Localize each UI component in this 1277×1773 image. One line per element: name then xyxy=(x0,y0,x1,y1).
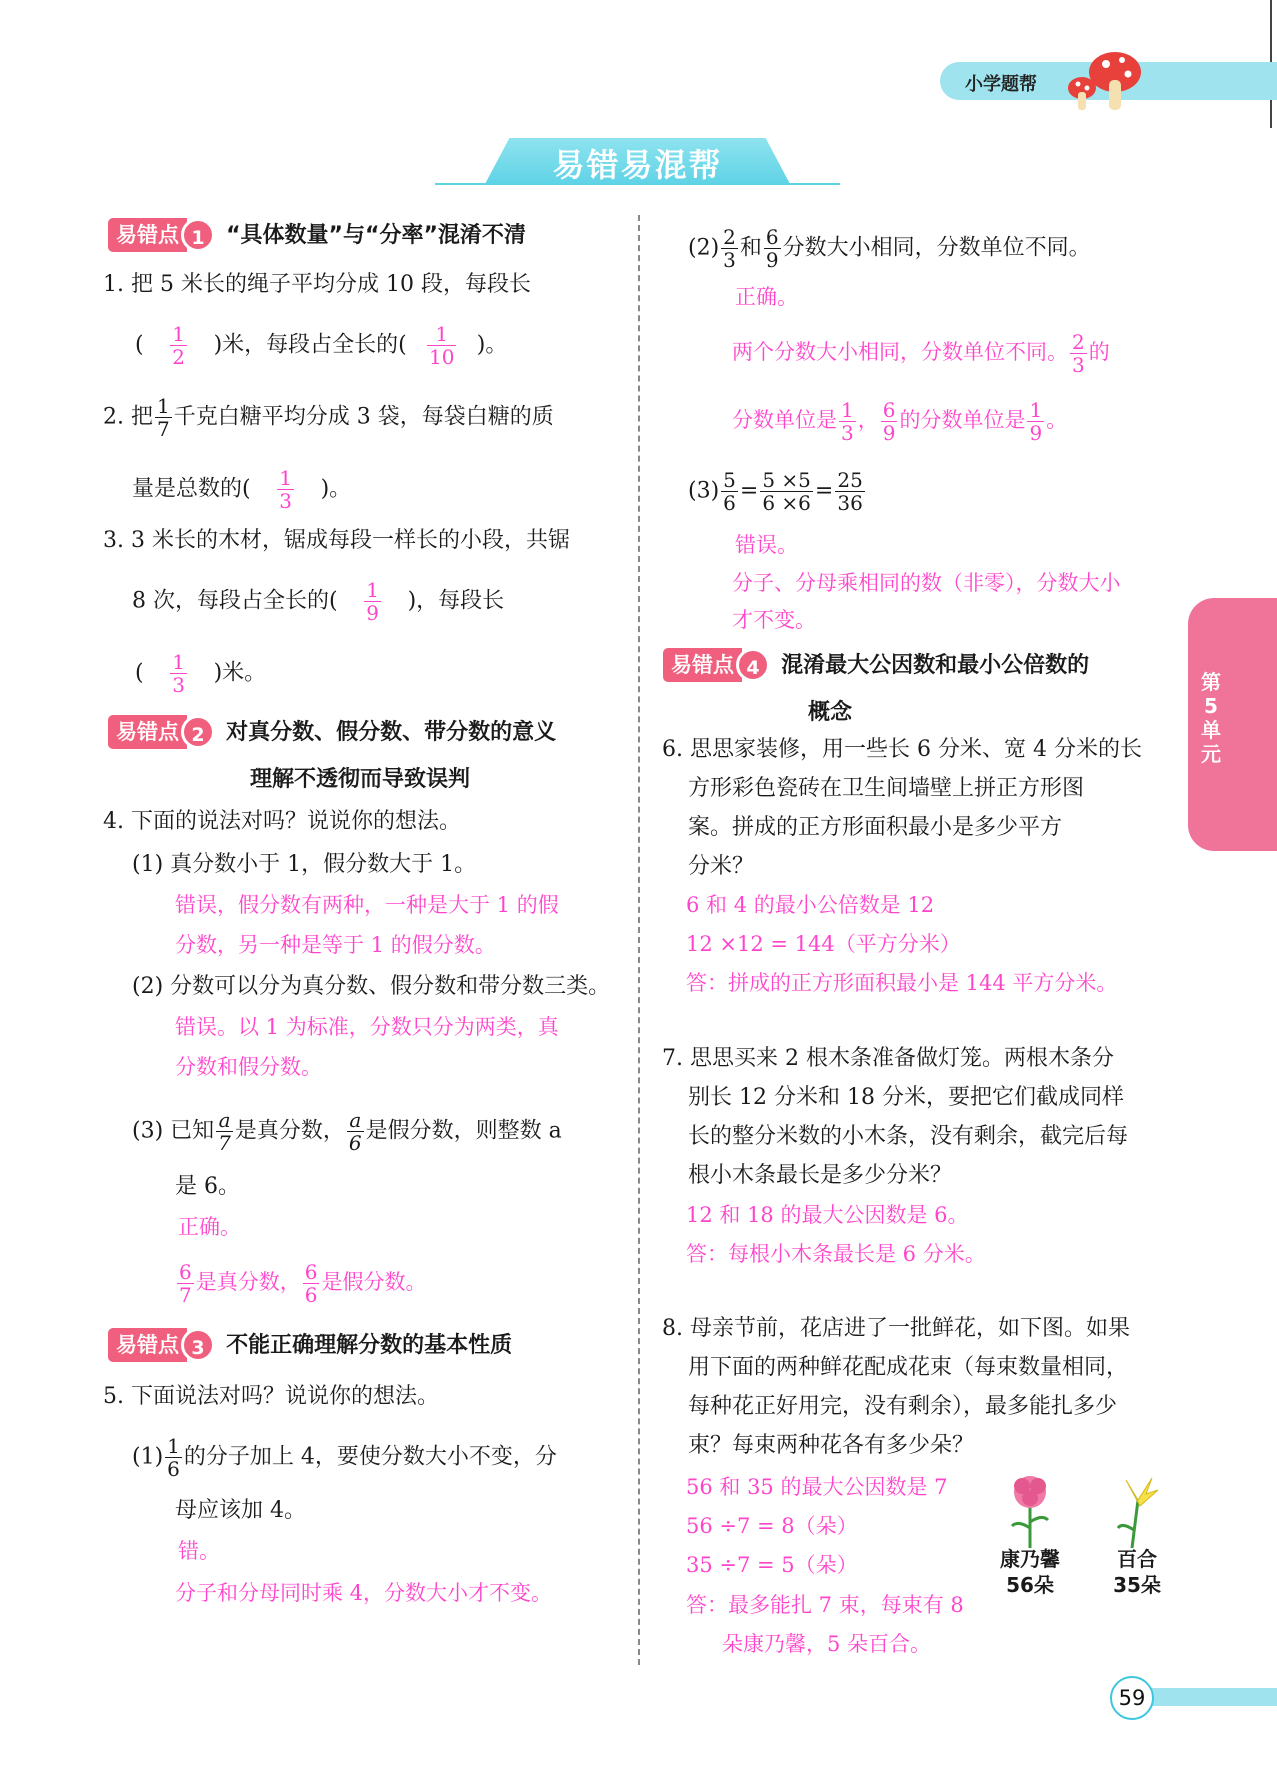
question-4-part1: (1) 真分数小于 1，假分数大于 1。 xyxy=(132,852,477,877)
question-4-part3-line2: 是 6。 xyxy=(175,1174,240,1199)
question-1-line2: ( $\frac{1}{2}$ )米，每段占全长的( $\frac{1}{10}$ )。 xyxy=(135,322,508,369)
page-number-bar xyxy=(1150,1688,1277,1706)
question-6-line3: 案。拼成的正方形面积最小是多少平方 xyxy=(688,815,1063,840)
answer-6-line2: 12 ×12 = 144（平方分米） xyxy=(686,932,961,956)
question-3: 3. 3 米长的木材，锯成每段一样长的小段，共锯 xyxy=(103,528,570,553)
question-7-line2: 别长 12 分米和 18 分米，要把它们截成同样 xyxy=(688,1085,1124,1110)
answer-8-line2: 56 ÷7 = 8（朵） xyxy=(686,1514,858,1538)
answer-8-line5: 朵康乃馨，5 朵百合。 xyxy=(722,1632,932,1656)
lily-icon xyxy=(1112,1470,1162,1550)
question-4-part2: (2) 分数可以分为真分数、假分数和带分数三类。 xyxy=(132,974,611,999)
question-6-line1: 6. 思思家装修，用一些长 6 分米、宽 4 分米的长 xyxy=(662,737,1142,762)
section-header-2 xyxy=(108,715,556,750)
answer-4-3-line2: $\frac{6}{7}$ 是真分数， $\frac{6}{6}$ 是假分数。 xyxy=(179,1260,427,1307)
question-1: 1. 把 5 米长的绳子平均分成 10 段，每段长 xyxy=(103,272,531,297)
answer-5-2-line1: 正确。 xyxy=(735,285,798,309)
section-title: 混淆最大公因数和最小公倍数的 xyxy=(781,653,1090,678)
question-8-line3: 每种花正好用完，没有剩余），最多能扎多少 xyxy=(688,1394,1118,1419)
answer-4-2-line2: 分数和假分数。 xyxy=(175,1055,322,1079)
error-point-badge: 易错点 4 xyxy=(663,648,770,682)
section-header-4 xyxy=(663,648,1089,683)
error-point-badge: 易错点 3 xyxy=(108,1328,215,1362)
question-8-line4: 束？每束两种花各有多少朵？ xyxy=(688,1433,975,1458)
carnation-label: 康乃馨 56朵 xyxy=(1000,1547,1060,1597)
answer-5-2-line2: 两个分数大小相同，分数单位不同。 $\frac{2}{3}$ 的 xyxy=(732,330,1110,377)
answer-8-line3: 35 ÷7 = 5（朵） xyxy=(686,1553,858,1577)
question-4: 4. 下面的说法对吗？说说你的想法。 xyxy=(103,809,461,834)
section-title: 对真分数、假分数、带分数的意义 xyxy=(226,720,557,745)
question-5-part1: (1) $\frac{1}{6}$ 的分子加上 4，要使分数大小不变，分 xyxy=(132,1434,557,1481)
answer-8-line1: 56 和 35 的最大公因数是 7 xyxy=(686,1475,948,1499)
answer-5-3-line1: 错误。 xyxy=(735,533,798,557)
question-8-line2: 用下面的两种鲜花配成花束（每束数量相同， xyxy=(688,1355,1129,1380)
section-title-line2: 概念 xyxy=(808,700,853,725)
section-header-1 xyxy=(108,218,526,253)
lily-label: 百合 35朵 xyxy=(1113,1547,1161,1597)
answer-4-3-line1: 正确。 xyxy=(178,1215,241,1239)
answer-4-1-line2: 分数，另一种是等于 1 的假分数。 xyxy=(175,933,496,957)
carnation-icon xyxy=(1000,1470,1060,1550)
question-2: 2. 把 $\frac{1}{7}$ 千克白糖平均分成 3 袋，每袋白糖的质 xyxy=(103,394,554,441)
answer-8-line4: 答：最多能扎 7 束，每束有 8 xyxy=(686,1593,964,1617)
question-5-part3: (3) $\frac{5}{6}$ = $\frac{5 \times 5}{6 \times 6}$ = $\frac{25}{36}$ xyxy=(688,468,863,515)
answer-7-line1: 12 和 18 的最大公因数是 6。 xyxy=(686,1203,969,1227)
answer-5-3-line2: 分子、分母乘相同的数（非零），分数大小 xyxy=(732,571,1121,595)
answer-4-2-line1: 错误。以 1 为标准，分数只分为两类，真 xyxy=(175,1015,559,1039)
answer-7-line2: 答：每根小木条最长是 6 分米。 xyxy=(686,1242,986,1266)
column-divider xyxy=(638,215,640,1665)
page-number: 59 xyxy=(1110,1676,1154,1720)
answer-6-line1: 6 和 4 的最小公倍数是 12 xyxy=(686,893,935,917)
error-point-badge: 易错点 1 xyxy=(108,218,215,252)
question-7-line1: 7. 思思买来 2 根木条准备做灯笼。两根木条分 xyxy=(662,1046,1114,1071)
question-3-line2: 8 次，每段占全长的( $\frac{1}{9}$ )，每段长 xyxy=(132,578,505,625)
unit-side-tab-label: 第5单元 xyxy=(1201,670,1221,766)
question-3-line3: ( $\frac{1}{3}$ )米。 xyxy=(135,650,267,697)
question-8-line1: 8. 母亲节前，花店进了一批鲜花，如下图。如果 xyxy=(662,1316,1130,1341)
page-title: 易错易混帮 xyxy=(552,146,723,184)
question-5-part1-line2: 母应该加 4。 xyxy=(175,1498,306,1523)
section-title-line2: 理解不透彻而导致误判 xyxy=(250,767,471,792)
question-6-line2: 方形彩色瓷砖在卫生间墙壁上拼正方形图 xyxy=(688,776,1085,801)
section-title: 不能正确理解分数的基本性质 xyxy=(226,1333,513,1358)
question-5: 5. 下面说法对吗？说说你的想法。 xyxy=(103,1384,439,1409)
answer-6-line3: 答：拼成的正方形面积最小是 144 平方分米。 xyxy=(686,971,1118,995)
answer-5-3-line3: 才不变。 xyxy=(732,608,816,632)
answer-5-1-line1: 错。 xyxy=(178,1539,220,1563)
answer-5-2-line3: 分数单位是 $\frac{1}{3}$ ， $\frac{6}{9}$ 的分数单位是 $\frac{1}{9}$ 。 xyxy=(732,398,1068,445)
error-point-badge: 易错点 2 xyxy=(108,715,215,749)
question-7-line3: 长的整分米数的小木条，没有剩余，截完后每 xyxy=(688,1124,1129,1149)
section-header-3 xyxy=(108,1328,512,1363)
question-6-line4: 分米？ xyxy=(688,854,755,879)
section-title: “具体数量”与“分率”混淆不清 xyxy=(226,223,526,248)
question-4-part3: (3) 已知 $\frac{a}{7}$ 是真分数， $\frac{a}{6}$ 是假分数，则整数 a xyxy=(132,1108,562,1155)
question-7-line4: 根小木条最长是多少分米？ xyxy=(688,1163,953,1188)
question-2-line2: 量是总数的( $\frac{1}{3}$ )。 xyxy=(132,466,352,513)
answer-5-1-line2: 分子和分母同时乘 4，分数大小才不变。 xyxy=(175,1581,553,1605)
question-5-part2: (2) $\frac{2}{3}$ 和 $\frac{6}{9}$ 分数大小相同，分数单位不同。 xyxy=(688,225,1091,272)
brand-text: 小学题帮 xyxy=(965,74,1037,95)
answer-4-1-line1: 错误，假分数有两种，一种是大于 1 的假 xyxy=(175,893,559,917)
mushroom-icon xyxy=(1060,44,1150,114)
